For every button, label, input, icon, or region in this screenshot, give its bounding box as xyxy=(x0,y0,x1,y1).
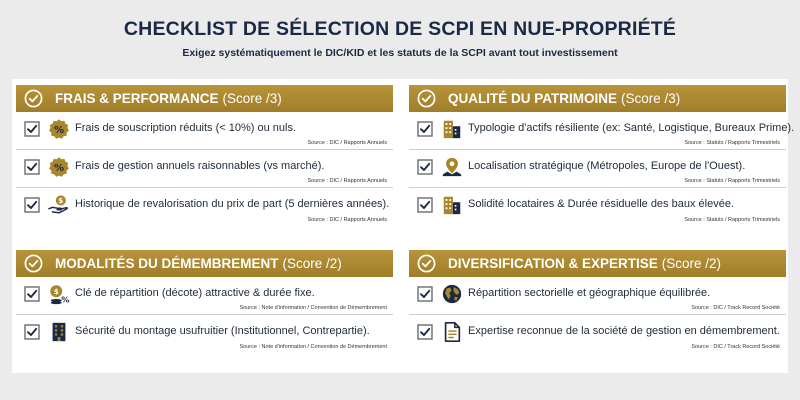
checkbox-checked-icon[interactable] xyxy=(417,159,433,175)
checkbox-checked-icon[interactable] xyxy=(417,286,433,302)
section-score: (Score /3) xyxy=(621,91,681,106)
hand-coin-icon xyxy=(48,194,70,216)
checklist-item[interactable] xyxy=(409,188,786,226)
check-circle-icon xyxy=(417,89,436,108)
section-title: MODALITÉS DU DÉMEMBREMENT xyxy=(55,256,279,271)
document-icon xyxy=(441,321,463,343)
buildings-icon xyxy=(441,194,463,216)
checklist-item[interactable] xyxy=(409,112,795,150)
page-subtitle: Exigez systématiquement le DIC/KID et les statuts de la SCPI avant tout investissement xyxy=(182,47,618,59)
svg-text:$: $ xyxy=(53,287,59,296)
checklist-item[interactable] xyxy=(409,150,786,188)
item-text: Historique de revalorisation du prix de part (5 dernières années). xyxy=(75,198,390,210)
percent-badge-icon xyxy=(48,156,70,178)
section-header xyxy=(16,85,393,112)
check-circle-icon xyxy=(24,254,43,273)
item-source: Source : Statuts / Rapports Trimestriels xyxy=(684,217,780,223)
checkbox-checked-icon[interactable] xyxy=(24,197,40,213)
item-source: Source : DIC / Track Record Société xyxy=(691,305,780,311)
item-source: Source : DIC / Rapports Annuels xyxy=(307,217,387,223)
checklist-item[interactable] xyxy=(16,188,393,226)
section-diversification-expertise xyxy=(409,250,786,353)
checkbox-checked-icon[interactable] xyxy=(24,286,40,302)
checklist-item[interactable] xyxy=(16,277,393,315)
globe-icon xyxy=(441,283,463,305)
item-text: Clé de répartition (décote) attractive & durée fixe. xyxy=(75,287,315,299)
item-text: Frais de gestion annuels raisonnables (vs marché). xyxy=(75,160,325,172)
section-title: DIVERSIFICATION & EXPERTISE xyxy=(448,256,658,271)
svg-text:%: % xyxy=(53,124,65,136)
checklist-item[interactable] xyxy=(409,277,786,315)
checklist-item[interactable] xyxy=(16,150,393,188)
section-frais-performance xyxy=(16,85,393,226)
item-source: Source : DIC / Rapports Annuels xyxy=(307,178,387,184)
item-text: Expertise reconnue de la société de gestion en démembrement. xyxy=(468,325,780,337)
checkbox-checked-icon[interactable] xyxy=(417,121,433,137)
check-circle-icon xyxy=(24,89,43,108)
item-text: Sécurité du montage usufruitier (Institutionnel, Contrepartie). xyxy=(75,325,370,337)
percent-badge-icon xyxy=(48,118,70,140)
section-score: (Score /3) xyxy=(222,91,282,106)
section-title: FRAIS & PERFORMANCE xyxy=(55,91,219,106)
item-text: Frais de souscription réduits (< 10%) ou nuls. xyxy=(75,122,297,134)
item-text: Localisation stratégique (Métropoles, Europe de l'Ouest). xyxy=(468,160,746,172)
checkbox-checked-icon[interactable] xyxy=(417,197,433,213)
section-score: (Score /2) xyxy=(282,256,342,271)
section-modalites-demembrement xyxy=(16,250,393,353)
section-title: QUALITÉ DU PATRIMOINE xyxy=(448,91,617,106)
section-header xyxy=(409,250,786,277)
coins-percent-icon xyxy=(48,283,70,305)
checklist-item[interactable] xyxy=(409,315,786,353)
item-text: Typologie d'actifs résiliente (ex: Santé, Logistique, Bureaux Prime). xyxy=(468,122,795,134)
item-text: Solidité locataires & Durée résiduelle des baux élevée. xyxy=(468,198,734,210)
section-header xyxy=(16,250,393,277)
item-text: Répartition sectorielle et géographique équilibrée. xyxy=(468,287,711,299)
building-icon xyxy=(48,321,70,343)
checkbox-checked-icon[interactable] xyxy=(24,324,40,340)
section-score: (Score /2) xyxy=(661,256,722,271)
map-pin-icon xyxy=(441,156,463,178)
item-source: Source : DIC / Rapports Annuels xyxy=(307,140,387,146)
item-source: Source : Note d'information / Convention de Démembrement xyxy=(239,344,387,350)
item-source: Source : DIC / Track Record Société xyxy=(691,344,780,350)
checklist-item[interactable] xyxy=(16,315,393,353)
svg-text:%: % xyxy=(61,294,70,305)
page-title: CHECKLIST DE SÉLECTION DE SCPI EN NUE-PROPRIÉTÉ xyxy=(123,18,677,40)
buildings-icon xyxy=(441,118,463,140)
check-circle-icon xyxy=(417,254,436,273)
svg-text:%: % xyxy=(53,162,65,174)
section-header xyxy=(409,85,786,112)
svg-text:$: $ xyxy=(58,196,64,206)
item-source: Source : Statuts / Rapports Trimestriels xyxy=(684,140,780,146)
checklist-item[interactable] xyxy=(16,112,393,150)
section-qualite-patrimoine xyxy=(409,85,795,226)
checkbox-checked-icon[interactable] xyxy=(24,159,40,175)
checkbox-checked-icon[interactable] xyxy=(417,324,433,340)
checkbox-checked-icon[interactable] xyxy=(24,121,40,137)
item-source: Source : Note d'information / Convention de Démembrement xyxy=(239,305,387,311)
item-source: Source : Statuts / Rapports Trimestriels xyxy=(684,178,780,184)
